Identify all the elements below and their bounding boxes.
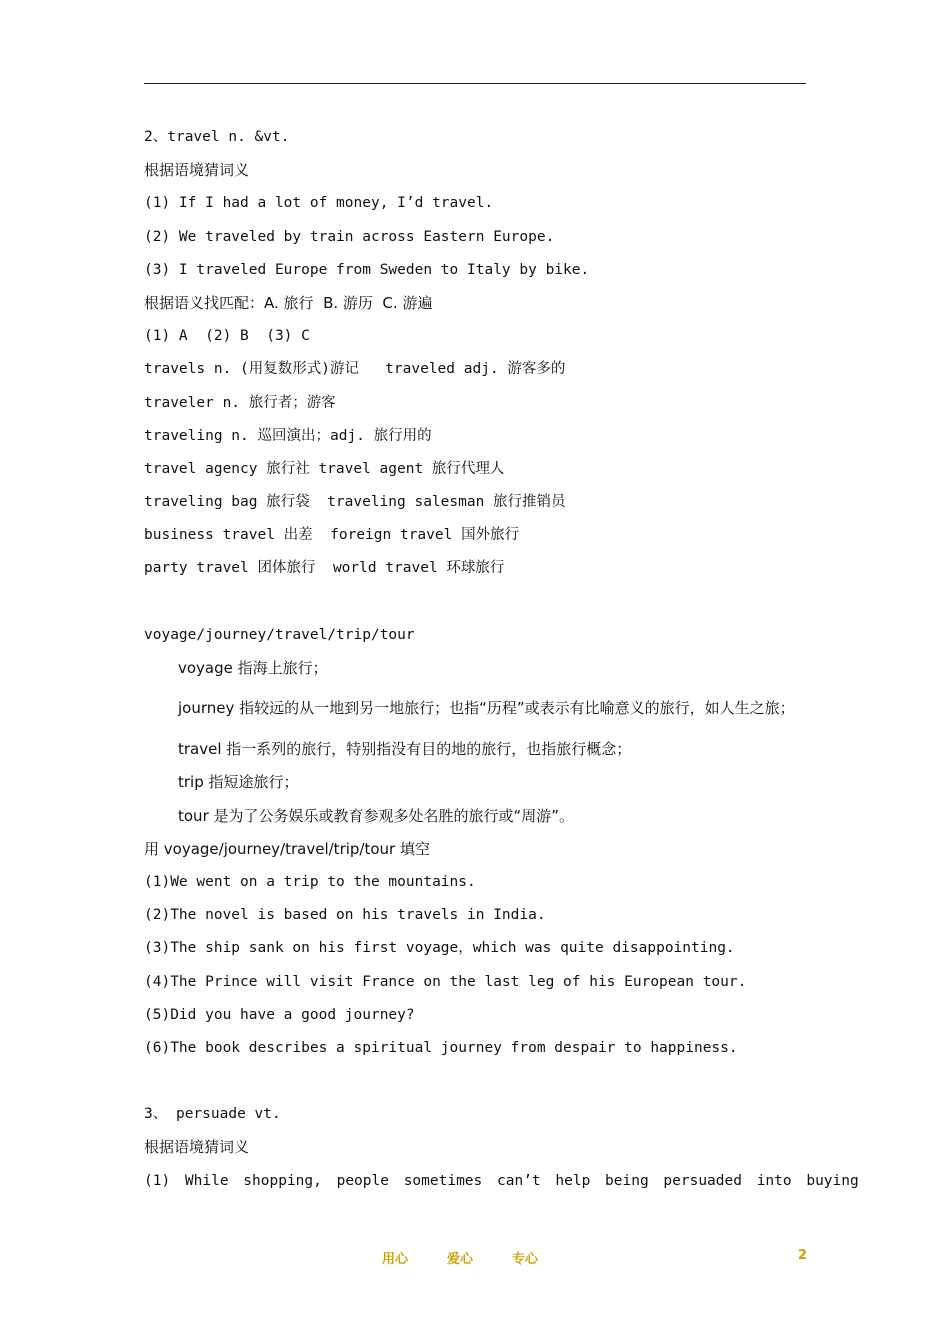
persuade-example: (1) While shopping, people sometimes can’t help being persuaded into buying	[144, 1172, 859, 1189]
compare-travel: travel 指一系列的旅行，特别指没有目的地的旅行，也指旅行概念；	[178, 740, 632, 759]
match-answers: (1) A (2) B (3) C	[144, 328, 310, 345]
spacer	[144, 591, 806, 624]
guess-meaning-label: 根据语境猜词义	[144, 1138, 250, 1157]
document-body	[144, 126, 859, 1203]
fill-sentence: (1)We went on a trip to the mountains.	[144, 873, 476, 890]
fill-sentence: (2)The novel is based on his travels in India.	[144, 907, 546, 924]
compare-journey	[144, 690, 806, 726]
fill-heading: 用 voyage/journey/travel/trip/tour 填空	[144, 839, 430, 858]
travel-example: (2) We traveled by train across Eastern Europe.	[144, 228, 555, 245]
vocab-line: traveler n. 旅行者；游客	[144, 394, 336, 411]
header-rule	[144, 83, 806, 84]
vocab-line: traveling n. 巡回演出；adj. 旅行用的	[144, 427, 432, 444]
vocab-line: traveling bag 旅行袋 traveling salesman 旅行推销员	[144, 494, 566, 511]
compare-journey-text: journey 指较远的从一地到另一地旅行；也指“历程”或表示有比喻意义的旅行，如人生之旅；	[178, 699, 795, 718]
footer-word: 爱心	[447, 1252, 474, 1267]
vocab-line: travel agency 旅行社 travel agent 旅行代理人	[144, 460, 505, 477]
match-label: 根据语义找匹配：A. 旅行 B. 游历 C. 游遍	[144, 293, 433, 312]
vocab-line: travels n. (用复数形式)游记 traveled adj. 游客多的	[144, 361, 566, 378]
compare-tour: tour 是为了公务娱乐或教育参观多处名胜的旅行或“周游”。	[178, 806, 575, 825]
footer-word: 用心	[382, 1252, 409, 1267]
travel-heading: 2、travel n. &vt.	[144, 129, 290, 145]
persuade-heading: 3、 persuade vt.	[144, 1106, 281, 1123]
compare-voyage: voyage 指海上旅行；	[178, 659, 328, 677]
compare-trip: trip 指短途旅行；	[178, 773, 299, 792]
fill-sentence: (4)The Prince will visit France on the last leg of his European tour.	[144, 973, 747, 990]
fill-sentence: (3)The ship sank on his first voyage，which was quite disappointing.	[144, 940, 735, 957]
fill-sentence: (6)The book describes a spiritual journey from despair to happiness.	[144, 1039, 738, 1056]
vocab-line: party travel 团体旅行 world travel 环球旅行	[144, 560, 505, 577]
travel-example: (3) I traveled Europe from Sweden to Italy by bike.	[144, 261, 590, 278]
guess-meaning-label: 根据语境猜词义	[144, 161, 250, 180]
fill-sentence: (5)Did you have a good journey?	[144, 1006, 415, 1023]
spacer	[144, 1070, 806, 1103]
vocab-line: business travel 出差 foreign travel 国外旅行	[144, 527, 520, 544]
compare-heading: voyage/journey/travel/trip/tour	[144, 626, 415, 643]
travel-example: (1) If I had a lot of money, I’d travel.	[144, 195, 494, 212]
footer-word: 专心	[512, 1252, 539, 1267]
page-footer	[0, 1248, 950, 1268]
page-number: 2	[798, 1248, 808, 1263]
